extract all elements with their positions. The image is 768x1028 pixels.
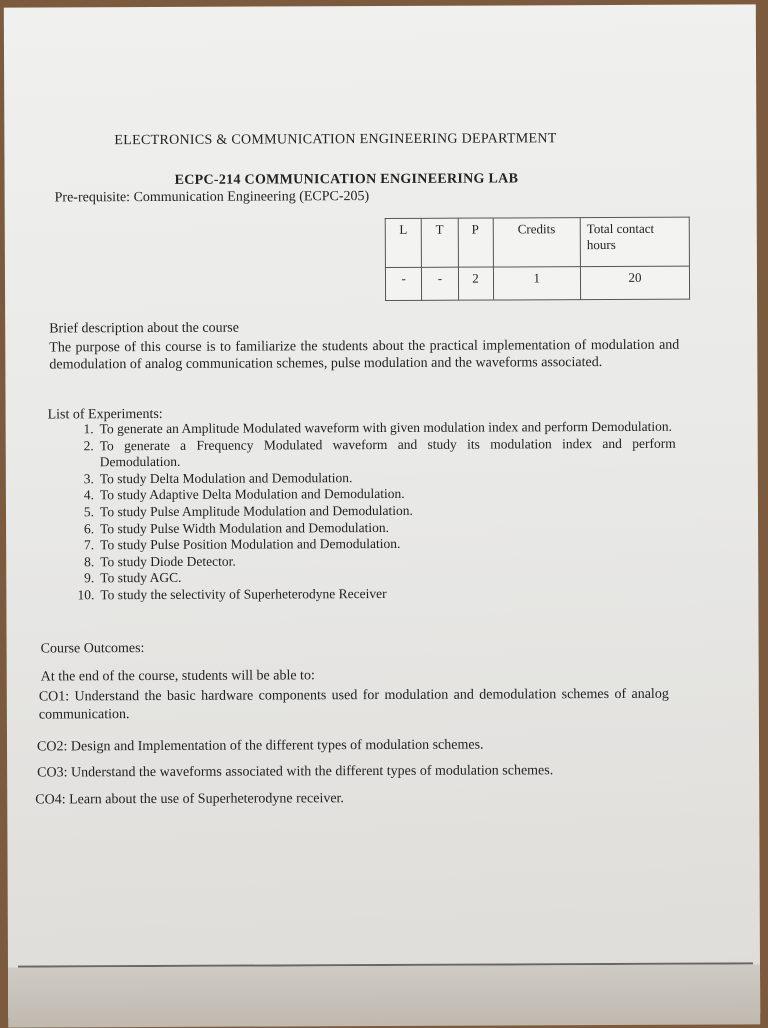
brief-description: The purpose of this course is to familiarize the students about the practical implementation of modulation and demodulation of analog communication schemes, pulse modulation and the waveforms associated. <box>49 337 680 373</box>
outcome-co4: CO4: Learn about the use of Superheterodyne receiver. <box>35 791 344 808</box>
item-text: To generate an Amplitude Modulated waveform with given modulation index and perform Demodulation. <box>99 418 672 437</box>
item-number: 1. <box>83 421 94 437</box>
item-number: 4. <box>83 487 94 503</box>
item-number: 5. <box>83 504 95 520</box>
item-number: 7. <box>83 537 95 553</box>
header-l: L <box>385 218 421 267</box>
outcome-co2: CO2: Design and Implementation of the different types of modulation schemes. <box>36 737 484 755</box>
item-text: To study Pulse Width Modulation and Demodulation. <box>100 519 389 536</box>
experiments-heading: List of Experiments: <box>47 406 163 423</box>
brief-heading: Brief description about the course <box>49 320 239 337</box>
list-item <box>46 585 676 604</box>
item-text: To study Adaptive Delta Modulation and Demodulation. <box>99 486 405 503</box>
item-number: 10. <box>77 587 95 603</box>
outcomes-intro: At the end of the course, students will be able to: <box>40 668 315 685</box>
item-text: To generate a Frequency Modulated waveform and study its modulation index and perform Demodulation. <box>99 435 676 470</box>
value-p: 2 <box>458 267 493 300</box>
item-text: To study the selectivity of Superheterodyne Receiver <box>100 585 387 603</box>
ltp-credits-table <box>385 217 690 301</box>
outcome-co3: CO3: Understand the waveforms associated with the different types of modulation schemes. <box>37 763 554 781</box>
item-text: To study AGC. <box>100 570 182 586</box>
outcome-co1: CO1: Understand the basic hardware components used for modulation and demodulation schemes of analog communication. <box>38 686 669 723</box>
experiments-list <box>46 419 677 604</box>
value-credits: 1 <box>493 267 581 300</box>
value-total-contact-hours: 20 <box>580 266 689 299</box>
value-l: - <box>385 267 421 300</box>
item-text: To study Delta Modulation and Demodulation. <box>99 469 353 487</box>
header-total-contact-hours: Total contact hours <box>580 217 689 266</box>
outcomes-heading: Course Outcomes: <box>40 641 145 657</box>
document-page <box>4 4 760 1017</box>
table-header-row <box>385 217 689 267</box>
item-number: 8. <box>84 554 95 570</box>
list-item <box>46 435 676 471</box>
item-text: To study Pulse Amplitude Modulation and Demodulation. <box>99 502 413 520</box>
course-title: ECPC-214 COMMUNICATION ENGINEERING LAB <box>174 171 519 188</box>
prerequisite: Pre-requisite: Communication Engineering (ECPC-205) <box>54 189 370 206</box>
item-number: 9. <box>84 570 95 586</box>
header-p: P <box>458 218 493 267</box>
header-t: T <box>421 218 457 267</box>
department-heading: ELECTRONICS & COMMUNICATION ENGINEERING DEPARTMENT <box>114 131 557 149</box>
item-text: To study Diode Detector. <box>100 553 236 569</box>
item-number: 3. <box>83 471 94 487</box>
header-credits: Credits <box>493 218 581 267</box>
item-number: 6. <box>83 520 95 536</box>
item-number: 2. <box>83 437 94 453</box>
value-t: - <box>422 267 458 300</box>
item-text: To study Pulse Position Modulation and Demodulation. <box>100 536 401 553</box>
table-value-row <box>385 266 689 300</box>
lower-page-strip <box>8 964 760 1027</box>
